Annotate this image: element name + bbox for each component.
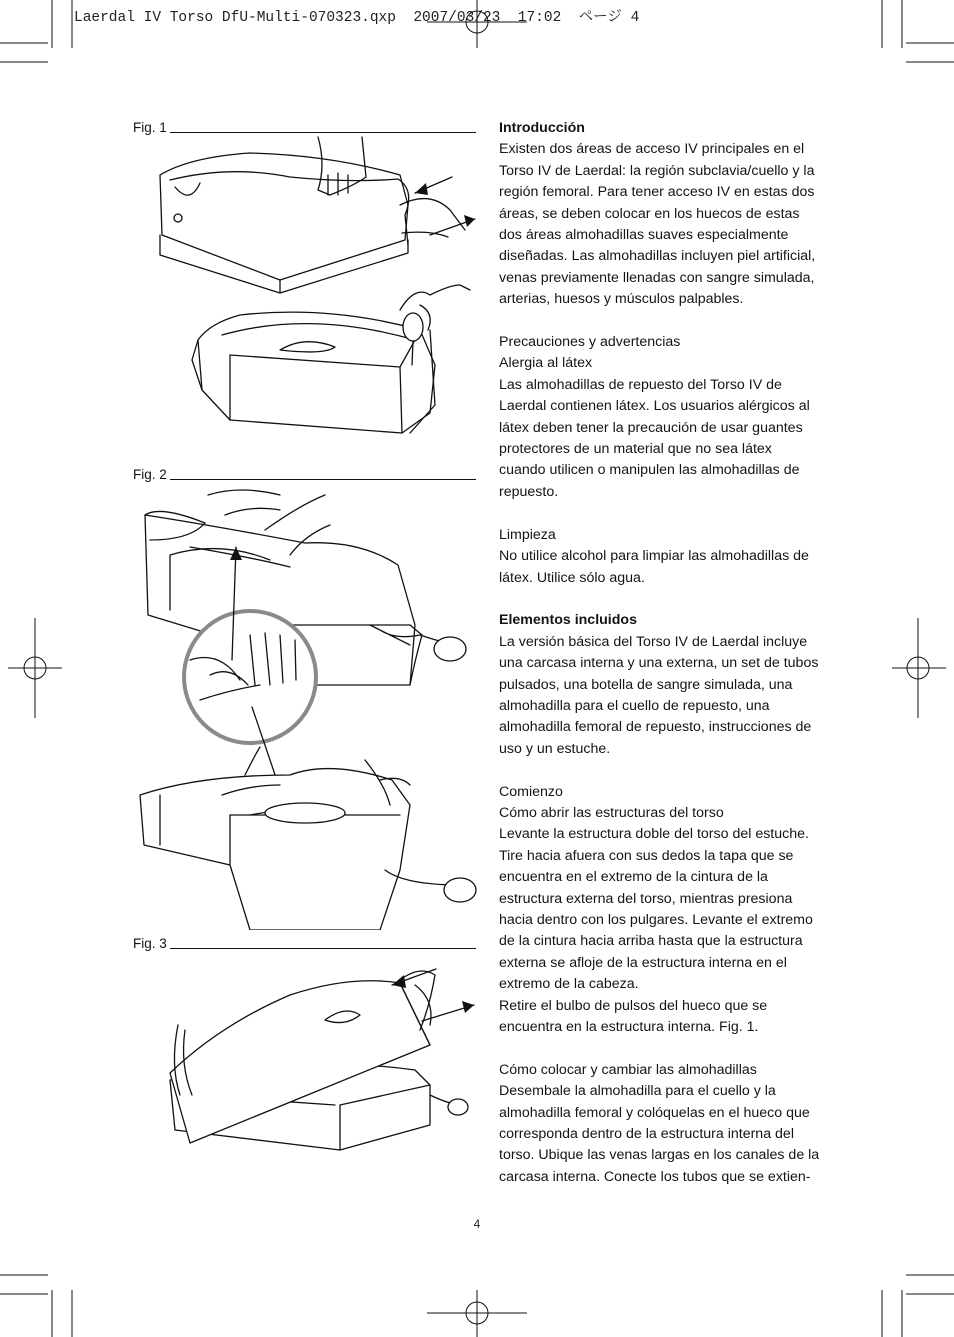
pads-heading: Cómo colocar y cambiar las almohadillas — [499, 1061, 757, 1078]
figure-1-rule — [170, 132, 476, 133]
registration-target-top — [427, 0, 527, 48]
intro-body: Existen dos áreas de acceso IV principales en el Torso IV de Laerdal: la región subclavia/cuello y la región femoral. Para tener acceso IV en estas dos áreas, se deben colocar en los huecos de estas dos áreas almohadillas suaves especialmente diseñadas. Las almohadillas incluyen piel artificial, venas previamente llenadas con sangre simulada, arterias, huesos y músculos palpables. — [499, 141, 816, 308]
figure-3-rule — [170, 948, 476, 949]
precautions-body: Las almohadillas de repuesto del Torso IV de Laerdal contienen látex. Los usuarios alérgicos al látex deben tener la precaución de usar guantes protectores de un material que no sea látex cuando utilicen o manipulen las almohadillas de repuesto. — [499, 376, 810, 500]
pads-body: Desembale la almohadilla para el cuello y la almohadilla femoral y colóquelas en el hueco que corresponda dentro de la estructura interna del torso. Ubique las venas largas en los canales de la carcasa interna. Conecte los tubos que se extien- — [499, 1083, 820, 1185]
figure-2-label: Fig. 2 — [133, 467, 167, 482]
figure-2-rule — [170, 479, 476, 480]
latex-allergy-subheading: Alergia al látex — [499, 355, 593, 372]
registration-target-bottom — [427, 1290, 527, 1337]
getting-started-heading: Comienzo — [499, 783, 563, 800]
cleaning-body: No utilice alcohol para limpiar las almohadillas de látex. Utilice sólo agua. — [499, 548, 809, 586]
registration-target-right — [892, 618, 946, 718]
figure-2-pad-placement-illustration — [130, 485, 480, 930]
cleaning-heading: Limpieza — [499, 526, 556, 543]
figure-3-shell-lifting-illustration — [130, 955, 480, 1155]
figure-1-torso-illustration — [130, 135, 480, 465]
precautions-heading: Precauciones y advertencias — [499, 334, 681, 351]
printer-slug-line: Laerdal IV Torso DfU-Multi-070323.qxp 2007/03/23 17:02 ページ 4 — [74, 10, 640, 26]
figure-1-label: Fig. 1 — [133, 120, 167, 135]
remove-bulb-body: Retire el bulbo de pulsos del hueco que se encuentra en la estructura interna. Fig. 1. — [499, 997, 768, 1035]
intro-heading: Introducción — [499, 120, 585, 136]
included-items-heading: Elementos incluidos — [499, 612, 637, 629]
text-column — [499, 118, 821, 1188]
open-torso-subheading: Cómo abrir las estructuras del torso — [499, 804, 724, 821]
page-number: 4 — [473, 1217, 481, 1231]
figure-3-label: Fig. 3 — [133, 936, 167, 951]
open-torso-body: Levante la estructura doble del torso del estuche. Tire hacia afuera con sus dedos la tapa que se encuentra en el extremo de la cintura de la estructura externa del torso, mientras presiona hacia dentro con los pulgares. Levante el extremo de la cintura hacia arriba hasta que la estructura externa se afloje de la estructura interna en el extremo de la cabeza. — [499, 826, 813, 993]
included-items-body: La versión básica del Torso IV de Laerdal incluye una carcasa interna y una externa, un set de tubos pulsados, una botella de sangre simulada, una almohadilla para el cuello de repuesto, una almohadilla femoral de repuesto, instrucciones de uso y un estuche. — [499, 633, 819, 757]
registration-target-left — [8, 618, 62, 718]
